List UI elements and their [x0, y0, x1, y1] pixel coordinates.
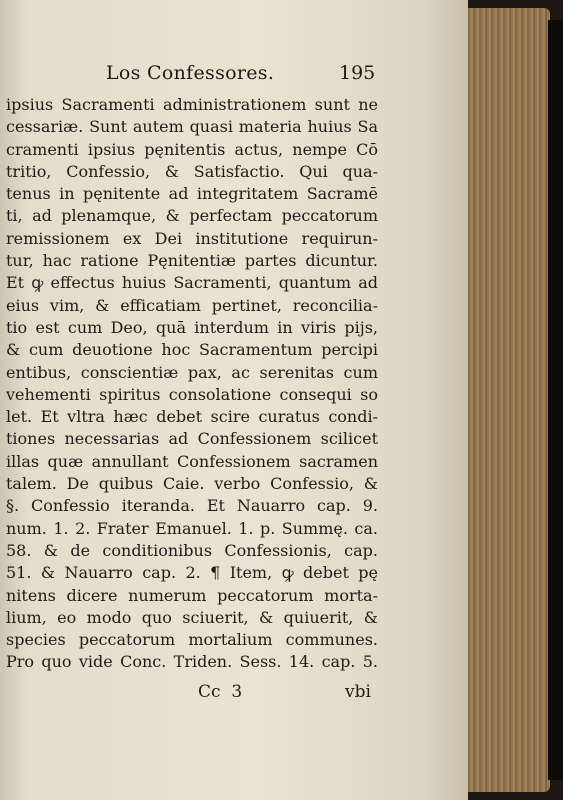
- text-line: vehementi spiritus consolatione consequi so: [6, 384, 378, 404]
- text-line: entibus, conscientiæ pax, ac serenitas cum: [6, 362, 378, 382]
- body-text: [6, 94, 378, 674]
- page-header: [0, 62, 468, 90]
- text-line: remissionem ex Dei institutione requirun-: [6, 228, 378, 248]
- text-line: tur, hac ratione Pęnitentiæ partes dicuntur.: [6, 251, 378, 271]
- text-line: 51. & Nauarro cap. 2. ¶ Item, ꝙ debet pę: [6, 563, 378, 583]
- page-number: 195: [339, 62, 376, 84]
- text-line: ti, ad plenamque, & perfectam peccatorum: [6, 206, 378, 226]
- text-line: let. Et vltra hæc debet scire curatus condi-: [6, 407, 378, 427]
- text-line: cessariæ. Sunt autem quasi materia huius Sa: [6, 117, 378, 137]
- text-line: tritio, Confessio, & Satisfactio. Qui qua-: [6, 161, 378, 181]
- book-binding-shadow: [548, 20, 563, 780]
- text-line: tenus in pęnitente ad integritatem Sacramē: [6, 184, 378, 204]
- text-line: cramenti ipsius pęnitentis actus, nempe Cō: [6, 139, 378, 159]
- page-footer: [0, 682, 468, 708]
- text-line: tio est cum Deo, quā interdum in viris pijs,: [6, 317, 378, 337]
- text-line: tiones necessarias ad Confessionem scilicet: [6, 429, 378, 449]
- text-line: nitens dicere numerum peccatorum morta-: [6, 585, 378, 605]
- text-line: lium, eo modo quo sciuerit, & quiuerit, &: [6, 607, 378, 627]
- text-line: & cum deuotione hoc Sacramentum percipi: [6, 340, 378, 360]
- text-line: eius vim, & efficatiam pertinet, reconcilia-: [6, 295, 378, 315]
- text-line: §. Confessio iteranda. Et Nauarro cap. 9.: [6, 496, 378, 516]
- text-line: num. 1. 2. Frater Emanuel. 1. p. Summę. ca.: [6, 518, 378, 538]
- text-line: Et ꝙ effectus huius Sacramenti, quantum ad: [6, 273, 378, 293]
- text-line: talem. De quibus Caie. verbo Confessio, &: [6, 474, 378, 494]
- text-line: 58. & de conditionibus Confessionis, cap.: [6, 540, 378, 560]
- text-line: illas quæ annullant Confessionem sacramen: [6, 451, 378, 471]
- signature-mark: Cc 3: [198, 682, 243, 702]
- text-line: species peccatorum mortalium communes.: [6, 630, 378, 650]
- catchword: vbi: [345, 682, 371, 702]
- running-head: Los Confessores.: [106, 62, 275, 84]
- text-line: Pro quo vide Conc. Triden. Sess. 14. cap. 5.: [6, 652, 378, 672]
- page-fore-edge: [458, 8, 550, 792]
- text-line: ipsius Sacramenti administrationem sunt ne: [6, 95, 378, 114]
